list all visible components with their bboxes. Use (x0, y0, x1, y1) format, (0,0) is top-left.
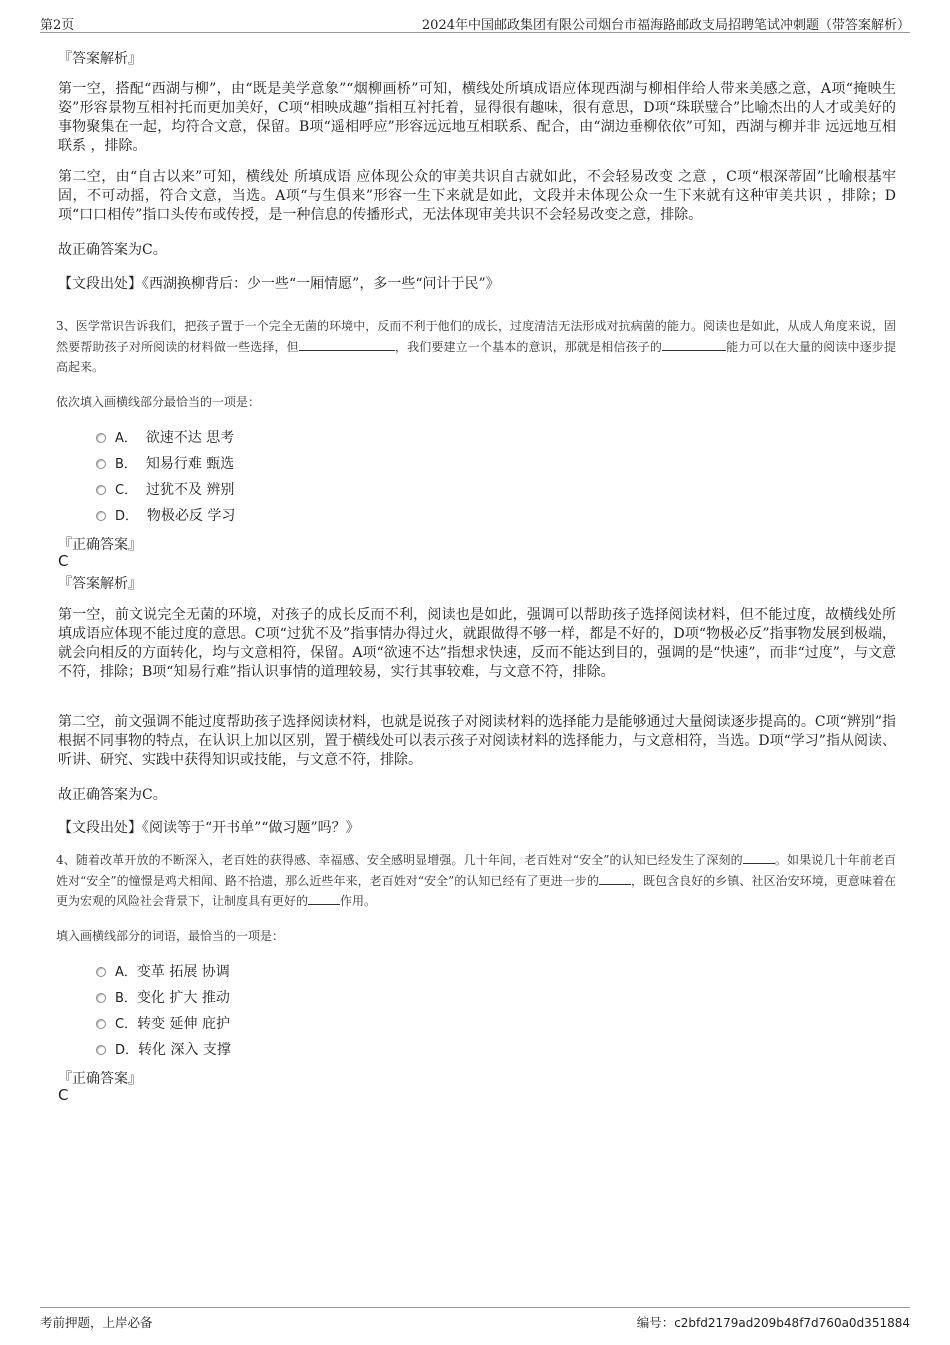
q3-conclusion: 故正确答案为C。 (58, 787, 167, 803)
q4-blank-1 (743, 851, 775, 864)
q3-prompt: 依次填入画横线部分最恰当的一项是： (56, 395, 261, 409)
q3-correct-answer: C (58, 552, 69, 570)
q4-blank-2 (599, 872, 631, 885)
q3-option-a[interactable]: A． 欲速不达 思考 (96, 427, 234, 447)
q3-blank-1 (299, 338, 395, 351)
q4-stem-part-2: 。如果说几十年前老百姓对“安全”的憧憬是鸡犬相闻、路不拾遗，那么近些年来，老百姓对“安全”的认知已经有了更进一步的 (56, 853, 896, 888)
q3-option-c[interactable]: C． 过犹不及 辨别 (96, 479, 234, 499)
q4-stem (56, 850, 896, 912)
page-footer (40, 1307, 910, 1330)
q4-option-b[interactable]: B．变化 扩大 推动 (96, 987, 230, 1007)
footer-slogan: 考前押题，上岸必备 (40, 1315, 153, 1330)
radio-icon[interactable] (96, 459, 106, 469)
q4-stem-part-3: ，既包含良好的乡镇、社区治安环境，更意味着在更为宏观的风险社会背景下，让制度具有更好的 (56, 873, 896, 908)
q3-source: 【文段出处】《阅读等于“开书单”“做习题”吗？》 (58, 820, 360, 836)
q2-conclusion: 故正确答案为C。 (58, 242, 167, 258)
q4-prompt: 填入画横线部分的词语，最恰当的一项是： (56, 929, 285, 943)
q4-blank-3 (308, 892, 340, 905)
page-number: 第2页 (40, 18, 75, 33)
q4-correct-label: 『正确答案』 (58, 1071, 142, 1087)
q4-option-a[interactable]: A．变革 拓展 协调 (96, 961, 230, 981)
q3-analysis-label: 『答案解析』 (58, 576, 142, 592)
q2-analysis-paragraph-1: 第一空，搭配“西湖与柳”，由“既是美学意象”“烟柳画桥”可知，横线处所填成语应体现西湖与柳相伴给人带来美感之意，A项“掩映生姿”形容景物互相衬托而更加美好，C项“相映成趣”指相互衬托着，显得很有趣味，很有意思，D项“珠联璧合”比喻杰出的人才或美好的事物聚集在一起，均符合文意，保留。B项“遥相呼应”形容远远地互相联系、配合，由“湖边垂柳依依”可知，西湖与柳并非 远远地互相联系 ，排除。 (58, 81, 896, 154)
q3-analysis-paragraph-1: 第一空，前文说完全无菌的环境，对孩子的成长反而不利，阅读也是如此，强调可以帮助孩子选择阅读材料，但不能过度，故横线处所填成语应体现不能过度的意思。C项“过犹不及”指事情办得过火，就跟做得不够一样，都是不好的，D项“物极必反”指事物发展到极端，就会向相反的方面转化，均与文意相符，保留。A项“欲速不达”指想求快速，反而不能达到目的，强调的是“快速”，而非“过度”，与文意不符，排除；B项“知易行难”指认识事情的道理较易，实行其事较难，与文意不符，排除。 (58, 607, 896, 680)
radio-icon[interactable] (96, 1045, 106, 1055)
radio-icon[interactable] (96, 1019, 106, 1029)
radio-icon[interactable] (96, 967, 106, 977)
radio-icon[interactable] (96, 511, 106, 521)
q3-stem (56, 316, 896, 378)
radio-icon[interactable] (96, 485, 106, 495)
q4-correct-answer: C (58, 1086, 69, 1104)
q4-option-c[interactable]: C．转变 延伸 庇护 (96, 1013, 230, 1033)
page-header (40, 10, 910, 33)
q4-stem-part-1: 4、随着改革开放的不断深入，老百姓的获得感、幸福感、安全感明显增强。几十年间，老百姓对“安全”的认知已经发生了深刻的 (56, 853, 743, 867)
q3-option-b[interactable]: B． 知易行难 甄选 (96, 453, 234, 473)
document-code: 编号：c2bfd2179ad209b48f7d760a0d351884 (636, 1315, 910, 1330)
q4-option-d[interactable]: D．转化 深入 支撑 (96, 1039, 231, 1059)
q2-analysis-label: 『答案解析』 (58, 51, 142, 67)
q3-correct-label: 『正确答案』 (58, 537, 142, 553)
q2-analysis-paragraph-2: 第二空，由“自古以来”可知，横线处 所填成语 应体现公众的审美共识自古就如此，不会轻易改变 之意 ，C项“根深蒂固”比喻根基牢固，不可动摇，符合文意，当选。A项“与生俱来”形容一生下来就是如此，文段并未体现公众一生下来就有这种审美共识 ，排除；D项“口口相传”指口头传布或传授，是一种信息的传播形式，无法体现审美共识不会轻易改变之意，排除。 (58, 169, 896, 223)
q3-analysis-paragraph-2: 第二空，前文强调不能过度帮助孩子选择阅读材料，也就是说孩子对阅读材料的选择能力是能够通过大量阅读逐步提高的。C项“辨别”指根据不同事物的特点，在认识上加以区别，置于横线处可以表示孩子对阅读材料的选择能力，与文意相符，当选。D项“学习”指从阅读、听讲、研究、实践中获得知识或技能，与文意不符，排除。 (58, 714, 896, 768)
q3-option-d[interactable]: D． 物极必反 学习 (96, 505, 235, 525)
q2-source: 【文段出处】《西湖换柳背后：少一些“一厢情愿”，多一些“问计于民”》 (58, 276, 500, 292)
q3-stem-part-2: ，我们要建立一个基本的意识，那就是相信孩子的 (394, 339, 663, 354)
q3-stem-part-3: 能力可以在大量的阅读中逐步提高起来。 (56, 339, 896, 374)
radio-icon[interactable] (96, 433, 106, 443)
q3-blank-2 (662, 338, 726, 351)
document-title: 2024年中国邮政集团有限公司烟台市福海路邮政支局招聘笔试冲刺题（带答案解析） (421, 18, 910, 33)
q4-stem-part-4: 作用。 (340, 894, 377, 908)
q3-stem-part-1: 3、医学常识告诉我们，把孩子置于一个完全无菌的环境中，反而不利于他们的成长，过度清洁无法形成对抗病菌的能力。阅读也是如此，从成人角度来说，固然要帮助孩子对所阅读的材料做一些选择，但 (56, 319, 896, 354)
radio-icon[interactable] (96, 993, 106, 1003)
